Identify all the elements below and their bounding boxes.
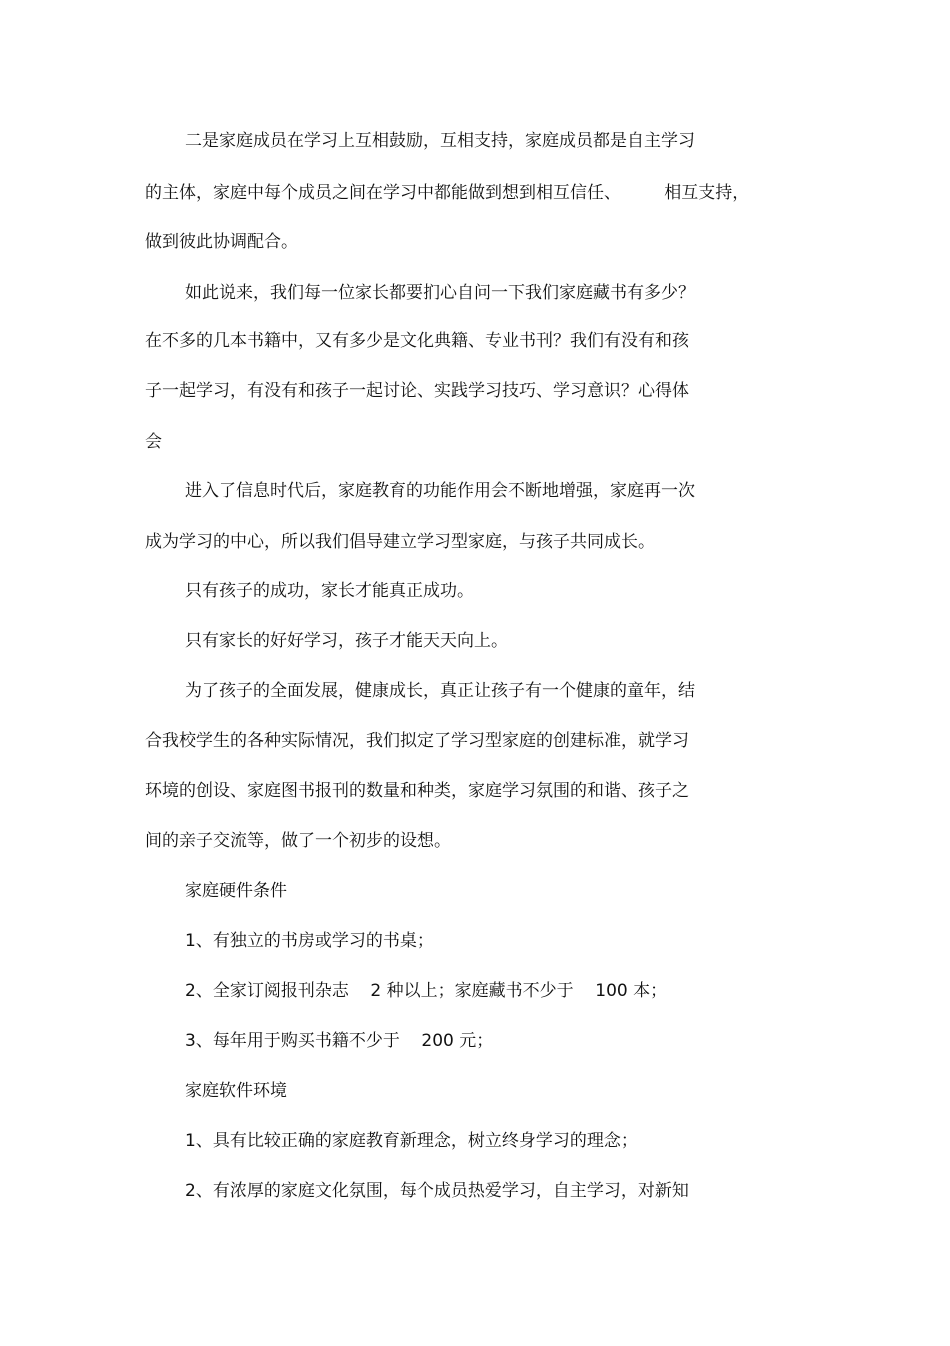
text-line: 只有家长的好好学习，孩子才能天天向上。 xyxy=(185,631,508,651)
text-line: 环境的创设、家庭图书报刊的数量和种类，家庭学习氛围的和谐、孩子之 xyxy=(145,781,689,801)
text-line: 为了孩子的全面发展，健康成长，真正让孩子有一个健康的童年，结 xyxy=(185,681,695,701)
text-line: 做到彼此协调配合。 xyxy=(145,232,298,252)
list-item: 2、全家订阅报刊杂志 2 种以上；家庭藏书不少于 100 本； xyxy=(185,981,668,1001)
text-line: 只有孩子的成功，家长才能真正成功。 xyxy=(185,581,474,601)
text-line: 合我校学生的各种实际情况，我们拟定了学习型家庭的创建标准，就学习 xyxy=(145,731,689,751)
text-line: 如此说来，我们每一位家长都要扪心自问一下我们家庭藏书有多少？ xyxy=(185,283,695,303)
text-line: 二是家庭成员在学习上互相鼓励，互相支持，家庭成员都是自主学习 xyxy=(185,131,695,151)
text-line: 进入了信息时代后，家庭教育的功能作用会不断地增强，家庭再一次 xyxy=(185,481,695,501)
list-item: 1、有独立的书房或学习的书桌； xyxy=(185,931,434,951)
list-item: 2、有浓厚的家庭文化氛围，每个成员热爱学习，自主学习，对新知 xyxy=(185,1181,689,1201)
list-item: 3、每年用于购买书籍不少于 200 元； xyxy=(185,1031,494,1051)
text-line: 会 xyxy=(145,432,162,452)
section-heading: 家庭软件环境 xyxy=(185,1081,287,1101)
text-line: 在不多的几本书籍中，又有多少是文化典籍、专业书刊？我们有没有和孩 xyxy=(145,331,689,351)
text-line: 子一起学习，有没有和孩子一起讨论、实践学习技巧、学习意识？心得体 xyxy=(145,381,689,401)
text-line: 间的亲子交流等，做了一个初步的设想。 xyxy=(145,831,451,851)
text-line: 的主体，家庭中每个成员之间在学习中都能做到想到相互信任、 相互支持， xyxy=(145,183,750,203)
text-line: 成为学习的中心，所以我们倡导建立学习型家庭，与孩子共同成长。 xyxy=(145,532,655,552)
section-heading: 家庭硬件条件 xyxy=(185,881,287,901)
list-item: 1、具有比较正确的家庭教育新理念，树立终身学习的理念； xyxy=(185,1131,638,1151)
